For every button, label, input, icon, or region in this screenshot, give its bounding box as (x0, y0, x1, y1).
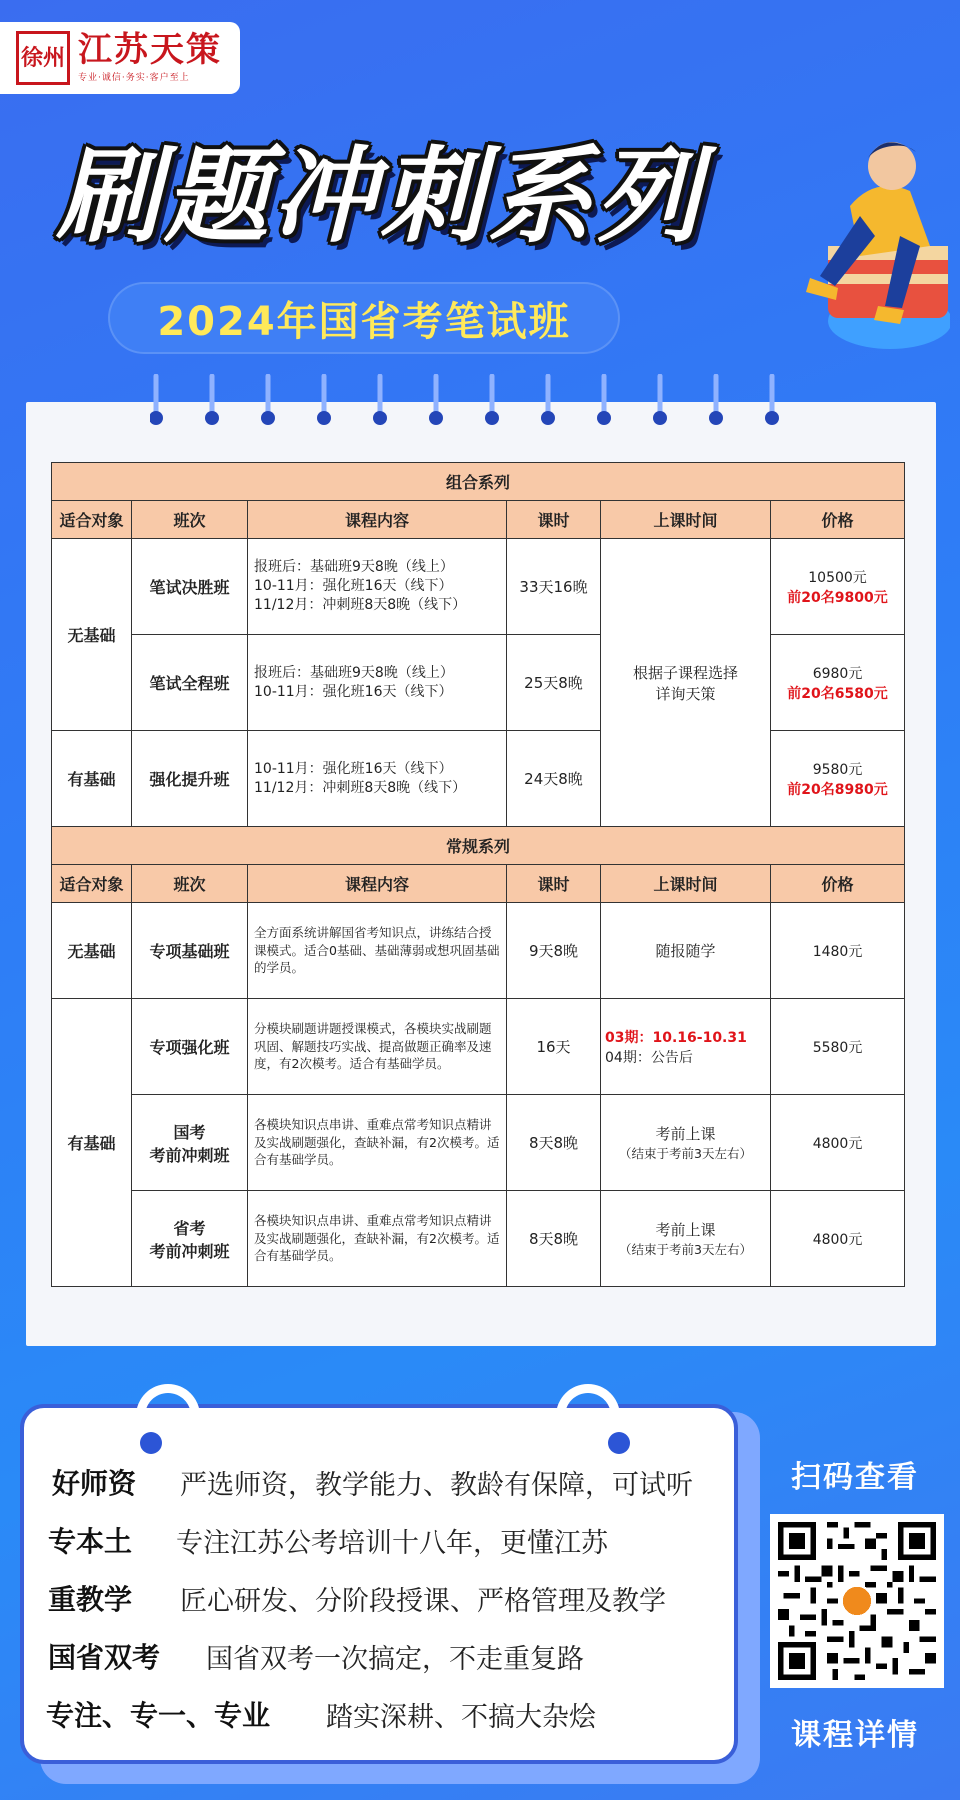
class-time (601, 1191, 771, 1287)
class-name (132, 1095, 248, 1191)
col-header: 班次 (132, 865, 248, 903)
feature-label: 好师资 (52, 1467, 137, 1500)
feature-desc: 严选师资，教学能力、教龄有保障，可试听 (180, 1469, 693, 1501)
class-time-next: 04期：公告后 (605, 1049, 693, 1066)
class-time-note: （结束于考前3天左右） (619, 1242, 752, 1257)
col-header: 适合对象 (52, 501, 132, 539)
brand-slogan: 专业·诚信·务实·客户至上 (78, 73, 190, 84)
col-header: 适合对象 (52, 865, 132, 903)
price-cell (771, 635, 905, 731)
logo-seal: 徐州 (16, 31, 70, 85)
price-table (51, 462, 905, 1287)
feature-item (52, 1462, 693, 1502)
course-content: 各模块知识点串讲、重难点常考知识点精讲及实战刷题强化，查缺补漏，有2次模考。适合有基础学员。 (248, 1095, 507, 1191)
class-time-note: （结束于考前3天左右） (619, 1146, 752, 1161)
course-content: 报班后：基础班9天8晚（线上） 10-11月：强化班16天（线下） (248, 635, 507, 731)
col-header: 价格 (771, 501, 905, 539)
price-promo: 前20名9800元 (787, 589, 888, 606)
qr-code-icon (778, 1522, 936, 1680)
feature-label: 国省双考 (48, 1641, 161, 1674)
class-time-main: 考前上课 (655, 1125, 716, 1143)
qr-code[interactable] (770, 1514, 944, 1688)
course-hours: 33天16晚 (507, 539, 601, 635)
table-row (52, 1191, 905, 1287)
feature-label: 专注、专一、专业 (46, 1699, 271, 1732)
class-name: 笔试全程班 (132, 635, 248, 731)
page-title: 刷题冲刺系列 (56, 135, 705, 257)
course-content: 全方面系统讲解国省考知识点，讲练结合授课模式。适合0基础、基础薄弱或想巩固基础的学员。 (248, 903, 507, 999)
price-cell (771, 539, 905, 635)
course-hours: 9天8晚 (507, 903, 601, 999)
audience-cell: 有基础 (52, 731, 132, 827)
feature-label: 专本土 (48, 1525, 133, 1558)
audience-cell: 无基础 (52, 903, 132, 999)
col-header: 课时 (507, 501, 601, 539)
table-row (52, 1095, 905, 1191)
feature-desc: 匠心研发、分阶段授课、严格管理及教学 (180, 1585, 666, 1617)
price-value: 6980元 (812, 665, 863, 682)
section-title-regular: 常规系列 (52, 827, 905, 865)
qr-footer: 课程详情 (791, 1718, 919, 1753)
course-content: 各模块知识点串讲、重难点常考知识点精讲及实战刷题强化，查缺补漏，有2次模考。适合有基础学员。 (248, 1191, 507, 1287)
table-row (52, 903, 905, 999)
binder-rings (150, 374, 810, 430)
price-value: 9580元 (812, 761, 863, 778)
audience-cell: 无基础 (52, 539, 132, 731)
course-content: 分模块刷题讲题授课模式，各模块实战刷题巩固、解题技巧实战、提高做题正确率及速度，有2次模考。适合有基础学员。 (248, 999, 507, 1095)
class-name: 专项基础班 (132, 903, 248, 999)
section-title-row (52, 827, 905, 865)
feature-item (46, 1694, 596, 1734)
course-content: 报班后：基础班9天8晚（线上） 10-11月：强化班16天（线下） 11/12月：冲刺班8天8晚（线下） (248, 539, 507, 635)
col-header: 价格 (771, 865, 905, 903)
class-name (132, 1191, 248, 1287)
col-header: 课时 (507, 865, 601, 903)
course-hours: 24天8晚 (507, 731, 601, 827)
class-time-main: 考前上课 (655, 1221, 716, 1239)
table-row (52, 539, 905, 635)
qr-title: 扫码查看 (791, 1460, 919, 1495)
class-name-line: 省考 (173, 1218, 206, 1238)
section-title-row (52, 463, 905, 501)
price-value: 4800元 (771, 1191, 905, 1287)
price-value: 4800元 (771, 1095, 905, 1191)
table-row (52, 999, 905, 1095)
feature-label: 重教学 (48, 1583, 133, 1616)
feature-item (48, 1520, 608, 1560)
course-hours: 16天 (507, 999, 601, 1095)
price-promo: 前20名8980元 (787, 781, 888, 798)
col-header: 上课时间 (601, 865, 771, 903)
class-time-highlight: 03期：10.16-10.31 (605, 1029, 747, 1046)
class-name: 强化提升班 (132, 731, 248, 827)
feature-desc: 国省双考一次搞定，不走重复路 (206, 1643, 584, 1675)
feature-desc: 专注江苏公考培训十八年，更懂江苏 (176, 1527, 608, 1559)
table-row (52, 635, 905, 731)
course-hours: 25天8晚 (507, 635, 601, 731)
class-name: 笔试决胜班 (132, 539, 248, 635)
page-subtitle: 2024年国省考笔试班 (108, 282, 620, 354)
feature-item (48, 1578, 666, 1618)
price-value: 10500元 (808, 569, 867, 586)
class-name: 专项强化班 (132, 999, 248, 1095)
section-title-combo: 组合系列 (52, 463, 905, 501)
course-hours: 8天8晚 (507, 1095, 601, 1191)
brand-logo[interactable] (0, 22, 240, 94)
class-time: 根据子课程选择 详询天策 (601, 539, 771, 827)
feature-item (48, 1636, 584, 1676)
table-row (52, 731, 905, 827)
col-header: 课程内容 (248, 501, 507, 539)
brand-name: 江苏天策 (78, 29, 222, 70)
class-time: 随报随学 (601, 903, 771, 999)
class-name-line: 考前冲刺班 (149, 1241, 230, 1261)
column-header-row (52, 865, 905, 903)
price-value: 5580元 (771, 999, 905, 1095)
feature-desc: 踏实深耕、不搞大杂烩 (326, 1701, 596, 1733)
hook-dot-icon (140, 1432, 162, 1454)
course-content: 10-11月：强化班16天（线下） 11/12月：冲刺班8天8晚（线下） (248, 731, 507, 827)
col-header: 班次 (132, 501, 248, 539)
class-name-line: 国考 (173, 1122, 206, 1142)
course-hours: 8天8晚 (507, 1191, 601, 1287)
col-header: 上课时间 (601, 501, 771, 539)
price-cell (771, 731, 905, 827)
col-header: 课程内容 (248, 865, 507, 903)
column-header-row (52, 501, 905, 539)
audience-cell: 有基础 (52, 999, 132, 1287)
class-time (601, 999, 771, 1095)
student-illustration (780, 96, 950, 356)
hook-dot-icon (608, 1432, 630, 1454)
class-time (601, 1095, 771, 1191)
class-name-line: 考前冲刺班 (149, 1145, 230, 1165)
price-promo: 前20名6580元 (787, 685, 888, 702)
price-value: 1480元 (771, 903, 905, 999)
